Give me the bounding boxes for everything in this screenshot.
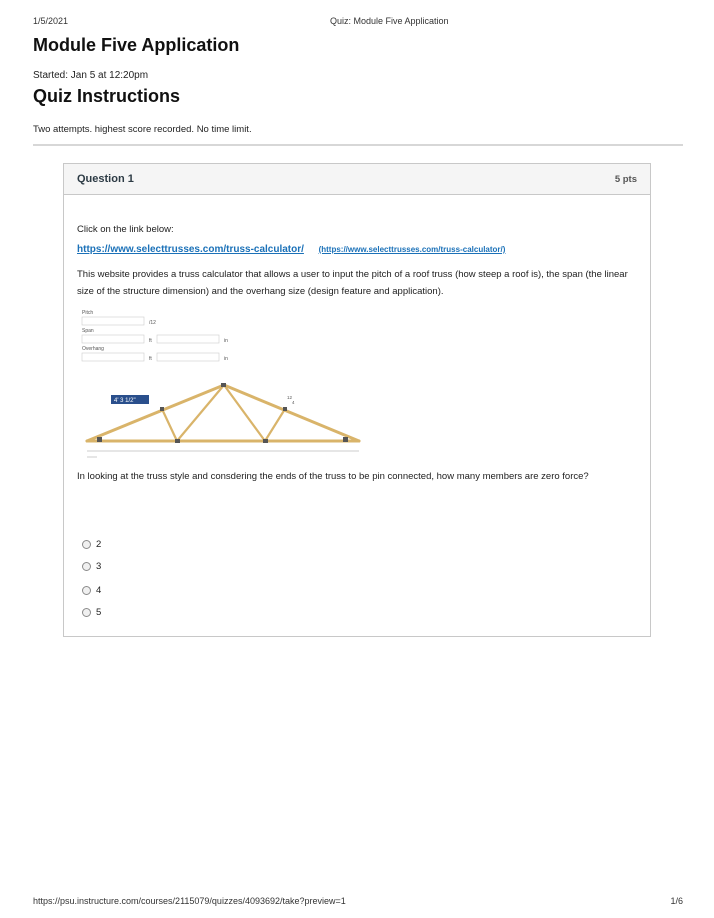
question-ask: In looking at the truss style and consdering the ends of the truss to be pin connected, how many members are zero force?	[77, 471, 589, 482]
question-card	[63, 163, 651, 637]
overhang-label: Overhang	[82, 346, 104, 352]
link-row	[77, 244, 505, 255]
truss-drawing	[87, 385, 359, 441]
span-in-unit: in	[224, 338, 228, 344]
overhang-in-unit: in	[224, 356, 228, 362]
overhang-ft-input	[82, 353, 144, 361]
divider	[33, 144, 683, 146]
page-title: Module Five Application	[33, 35, 240, 55]
truss-calculator-link-url[interactable]: (https://www.selecttrusses.com/truss-calculator/)	[318, 245, 506, 254]
radio-button[interactable]	[82, 562, 91, 571]
radio-button[interactable]	[82, 608, 91, 617]
answer-label: 2	[96, 538, 102, 550]
answer-option[interactable]	[82, 559, 101, 573]
instructions-text: Two attempts. highest score recorded. No time limit.	[33, 124, 252, 135]
pitch-unit: /12	[149, 320, 156, 326]
radio-button[interactable]	[82, 540, 91, 549]
print-url: https://psu.instructure.com/courses/2115079/quizzes/4093692/take?preview=1	[33, 896, 346, 906]
page-number: 1/6	[670, 896, 683, 906]
answer-label: 4	[96, 584, 102, 596]
slope-bottom: 4	[292, 400, 295, 405]
answer-option[interactable]	[82, 583, 101, 597]
overhang-ft-unit: ft	[149, 356, 152, 362]
instructions-heading: Quiz Instructions	[33, 86, 181, 106]
height-badge-text: 4' 3 1/2"	[114, 398, 136, 404]
print-title: Quiz: Module Five Application	[330, 16, 449, 26]
truss-calculator-image	[77, 307, 377, 467]
span-in-input	[157, 335, 219, 343]
slope-top: 12	[287, 395, 293, 400]
question-name: Question 1	[77, 173, 134, 185]
pitch-input	[82, 317, 144, 325]
question-header	[64, 164, 650, 195]
span-ft-input	[82, 335, 144, 343]
prompt-line: Click on the link below:	[77, 224, 174, 235]
answer-label: 3	[96, 560, 102, 572]
span-label: Span	[82, 328, 94, 334]
print-date: 1/5/2021	[33, 16, 69, 26]
question-points: 5 pts	[614, 174, 637, 185]
overhang-in-input	[157, 353, 219, 361]
truss-joints	[97, 383, 348, 443]
radio-button[interactable]	[82, 586, 91, 595]
question-description: This website provides a truss calculator that allows a user to input the pitch of a roof truss (how steep a roof is), the span (the linear size of the structure dimension) and the overhang size (design feature and application).	[77, 269, 628, 297]
truss-calculator-link[interactable]: https://www.selecttrusses.com/truss-calculator/	[77, 244, 304, 255]
answer-label: 5	[96, 606, 102, 618]
answer-option[interactable]	[82, 537, 101, 551]
pitch-label: Pitch	[82, 310, 94, 316]
started-time: Started: Jan 5 at 12:20pm	[33, 70, 149, 81]
answer-option[interactable]	[82, 605, 101, 619]
span-ft-unit: ft	[149, 338, 152, 344]
